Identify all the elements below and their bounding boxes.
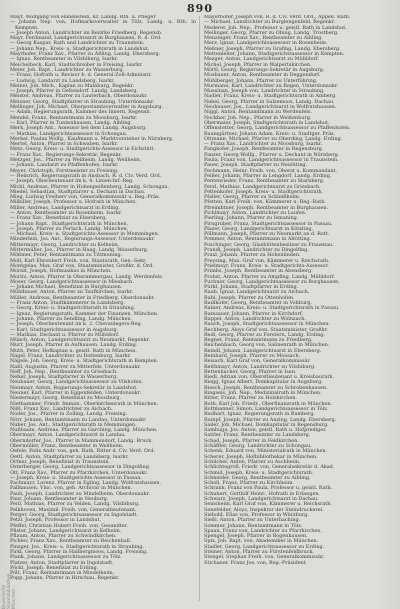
register-entry: — Georg Kaspar, Rath und Landrichter zu Traunstein. <box>10 40 145 47</box>
register-entry: Niedermayr, Georg, Benefiziat zu Moosburg. <box>10 395 122 402</box>
register-entry: Nägele, Joh. Georg, Kreis- u. Stadtgerichtsrath in Kempten. <box>10 358 159 365</box>
register-entry: Michl, Andreas, Pfarrer in Hohenpeißenberg, Landg. Schongau. <box>10 183 170 190</box>
register-entry: — Mathias, Dechant u. Pfarrer zu Mühldorf. <box>10 331 120 338</box>
register-entry: Muth, Peter, Hofkaplan u. geistl. Rath in München. <box>10 347 137 354</box>
register-entry: Baumgärtner, Johann Adam, Kreis- u. Stadtger. Präs. <box>204 130 336 137</box>
register-entry: Pfaller, Georg, Pfarrer zu Schleißheim. <box>204 194 301 201</box>
register-entry: Nißl, Franz Xav., Landrichter zu Aichach. <box>10 405 113 412</box>
register-entry: Panzer, Georg Wolfg., Pfarrer u. Dechant in Nürnberg. <box>204 151 340 158</box>
register-entry: Rudhart, Ignaz, Regierungsrath in Bamberg. <box>204 411 316 418</box>
register-entry: — Johann, Pfarrer zu Sendling, Landg. München. <box>10 315 133 322</box>
register-entry: Moralt, Joseph, Hofmusikus in München. <box>10 268 112 275</box>
register-entry: Mieg, Ludwig Freiherr von, Generalkommissär u. Reg.-Präs. <box>10 194 161 201</box>
register-entry: Schubert, Gotthilf Heinr., Hofrath in Erlangen. <box>204 490 321 497</box>
register-entry: — Franz Anton, Stadtkämmerer in Landsberg. <box>10 300 125 307</box>
register-entry: Nagel, Franz, Landrichter zu Rottenburg, Isarkr. <box>10 353 132 359</box>
register-entry: — Heinrich, Regierungsrath in Ansbach, R. d. Civ. Verd. Ord. <box>10 172 162 179</box>
register-entry: Sommer, Johann, Rentamtmann in Tölz. <box>204 522 303 529</box>
register-entry: Mederer, Joh. Nep., Professor u. geistl. Rath in Landshut. <box>204 24 347 31</box>
register-entry: Schäffler, Georg, Landrichter zu Schongau. <box>204 443 312 450</box>
register-entry: Sailer, Joh. Michael, Domkapitular in Regensburg. <box>204 421 329 428</box>
register-entry: Pallhausen, Vinc. von, geh. Archivar in München. <box>10 485 133 492</box>
register-entry: Mühlberger, Johann, Pfarrer zu Unterföhring. <box>204 77 318 84</box>
register-entry: Sambuga, Jos. Anton, geistl. Rath u. Hofprediger. <box>204 427 327 434</box>
register-entry: Ott, Franz Xav., Pfarrer zu Pfarrkirchen, Unterdonaukr. <box>10 469 148 476</box>
register-entry: Meichelbeck, Karl, Stadtschreiber in Freising, Isarkr. <box>10 61 143 68</box>
register-entry: Rechberg, Aloys Graf von, Staatsminister, Großkr. <box>204 326 329 333</box>
register-entry: Mertel, Anton, Pfarrer in Schwaben, Isarkr. <box>10 141 119 148</box>
register-entry: Pirngruber, Franz, Stadtgerichtsassessor in Passau. <box>204 220 333 227</box>
register-entry: Stengel, Stephan Freih. von, Generalkommissär. <box>204 554 325 561</box>
register-entry: Pfister, Johann, Landgerichtsarzt in Kelheim. <box>10 527 122 534</box>
register-entry: Mayrhofer, Franz Xav., Pfarrer zu Aßling. Landg. Ebersberg. <box>10 51 161 58</box>
register-entry: Mezger, Anton, Landgerichtsarzt zu Mühldorf. <box>204 56 320 63</box>
register-entry: Milbiller, Joseph, Professor u. Hofrath in München. <box>10 199 137 206</box>
register-entry: Nebel, Georg, Pfarrer in Sulzemoos, Landg. Dachau. <box>204 98 335 105</box>
register-entry: Pelkhoven, Maximil. Freih. von, Generallieutenant. <box>10 506 137 513</box>
register-entry: Schrank, Franz von Paula, Professor u. geistl. Rath. <box>204 485 333 492</box>
register-entry: Plank, Johann, Landgerichtsassessor zu Tölz. <box>10 554 122 561</box>
register-entry: Mittermüller, Jos., Pfarrer in Haag, Landg. Wasserburg. <box>10 247 149 254</box>
register-entry: Meinel, Joh. Mich., Kaplan zu Mainburg, Regenkr. <box>10 82 135 89</box>
register-entry: Peitl, Mathias, Pfarrer zu Velden, Landg. Vilsbiburg. <box>10 501 140 508</box>
register-entry: — Ignaz, Rentbeamter in Vilsbiburg, Isarkr. <box>10 56 119 63</box>
register-entry: Rauch, Joseph, Stadtgerichtsassessor in München. <box>204 321 330 328</box>
register-entry: Pichlmayr, Anton, Landrichter zu Laufen. <box>204 209 307 216</box>
register-entry: Siebold, Elias von, Professor in Würzburg. <box>204 511 309 518</box>
register-entry: Mühlbauer, Anton, Pfarrer zu Taufkirchen, Isarkr. <box>10 289 134 296</box>
register-entry: Meyer, Christoph, Forstmeister zu Freising. <box>10 167 119 174</box>
register-entry: Popp, Johann, Pfarrer in Hirschau, Regenkr. <box>10 575 120 582</box>
register-entry: Reichenbach, Georg von, Salinenrath in München. <box>204 342 330 349</box>
register-entry: — Johann, Landarzt zu Pfaffenhofen, Isarkr. <box>10 162 119 169</box>
register-entry: Pauer, Joseph, Stadtpfarrer zu Neuötting. <box>204 162 308 169</box>
page-number: 890 <box>187 2 213 15</box>
register-entry: Primbs, Joseph, Rentbeamter in Abensberg. <box>204 268 313 275</box>
register-entry: Montgelas, Max. Graf von, Staatsminister, Großkr. d. Ord. <box>10 262 154 269</box>
register-entry: Mittermayr, Georg, Landrichter zu Kelheim. <box>10 241 120 248</box>
register-entry: Platzer, Anton, Stadtpfarrer in Ingolstadt. <box>10 559 114 566</box>
register-entry: Oettl, Anton, Stadtpfarrer zu Landsberg, Isarkr. <box>10 453 129 460</box>
register-entry: Spengel, Joseph, Pfarrer in Bogenhausen. <box>204 533 308 540</box>
register-entry: Oberndorfer, Jos., Pfarrer in Mammendorf, Landg. Bruck. <box>10 437 153 444</box>
register-entry: — Michael, Landrichter zu Burglengenfeld, Regenkr. <box>204 19 336 26</box>
register-entry: — Joseph, Pfarrer zu Perlach, Landg. München. <box>10 225 129 232</box>
register-entry: — Ludwig, Landarzt zu Landsberg, Isarkr. <box>10 77 115 84</box>
register-entry: — Joseph, Kreis- u. Stadtgerichts-Assessor in Passau. <box>10 474 143 481</box>
register-entry: Radlkofer, Georg, Rentbeamter in Vohburg. <box>204 300 313 307</box>
register-entry: Müller, Andreas, Rentbeamter in Friedberg, Oberdonaukr. <box>10 294 155 301</box>
register-entry: Mendel, Franz, Rentamtmann zu Moosburg, Isarkr. <box>10 114 138 121</box>
register-entry: Roth, Karl Joh. Friedr., Oberfinanzrath in München. <box>204 400 333 407</box>
register-entry: Senefelder, Aloys, Inspektor der Steindruckerei. <box>204 506 324 513</box>
register-entry: Merz, Ignaz, Landgerichtsassessor in Rosenheim. <box>204 40 328 47</box>
register-entry: Rottmanner, Simon, Landgerichtsassessor in Tölz. <box>204 405 329 412</box>
register-entry: — Karl, Stadtgerichtsassessor in Augsburg. <box>10 326 119 333</box>
register-entry: Obermaier, Joseph, Stadtgerichtsrath in Landshut. <box>204 119 330 126</box>
register-entry: Offenstetter, Georg, Landgerichtsassessor zu Pfaffenhofen. <box>204 125 351 132</box>
register-entry: Pölt, Franz, Rentamtmann in Mindelheim. <box>10 570 115 577</box>
register-entry: — Ignaz, Regierungsrath, Kammer der Finanzen, München. <box>10 310 159 317</box>
register-entry: Scholl, Franz, Pfarrer zu Kirchheim. <box>204 480 294 487</box>
register-entry: Neher, Joseph, Stadtpfarrer in Wasserburg. <box>10 374 118 381</box>
register-entry: Ramsauer, Johann, Pfarrer in Kirchdorf. <box>204 310 303 317</box>
register-entry: Pöllmann, Joseph, Pfarrer zu Neumarkt an d. Rott. <box>204 231 330 238</box>
register-entry: — Georg, Kreis- u. Stadtgerichtsrath in Straubing. <box>10 305 136 312</box>
register-entry: Nockher, Joh. Nep., Pfarrer in Weißenburg. <box>204 114 312 121</box>
register-entry: Riedl, Adrian von, Oberstlieutenant u. Kreisbaurath. <box>204 374 335 381</box>
register-entry: Neuner, Karl, Pfarrer in Eggenfelden, Unterdonaukr. <box>10 390 142 397</box>
register-entry: Prielmayr, Franz, Kreis- u. Stadtgerichts-Assessor. <box>204 262 329 269</box>
register-entry: Probst, Anton, Pfarrer zu Ampfing, Landg. Mühldorf. <box>204 273 336 280</box>
register-entry: Pauli, Joseph, Landrichter zu Mindelheim, Oberdonaukr. <box>10 490 150 497</box>
register-entry: Reinhard, Joseph, Pfarrer zu Moosach. <box>204 353 301 359</box>
register-entry: Rettenbacher, Georg, Pfarrer in Isen. <box>204 368 297 375</box>
register-entry: Schenk, Eduard von, Ministerialrath in München. <box>204 448 328 455</box>
register-entry: Mosbauer, Anton, Rentbeamter in Deggendorf. <box>204 72 321 79</box>
register-entry: — Joseph, Oberlieutenant im k. 2. Chevaulegers-Reg. <box>10 321 143 328</box>
register-entry: — Michael, Kreis- u. Stadtgerichts-Assessor in Memmingen. <box>10 231 160 238</box>
register-entry: Metzger, Jos., Pfarrer zu Weilheim, Landg. Weilheim. <box>10 157 142 164</box>
register-entry: Mörtl, Georg, Regierungs-Sekretär in Augsburg. <box>204 66 325 73</box>
register-entry: Neumayr, Anton, Regierungs-Sekretär in Landshut. <box>10 384 138 391</box>
register-entry: Pirkl, Georg, Pfarrer in Hallbergmoos, Landg. Freising. <box>10 548 148 555</box>
register-entry: Schad, Joseph, Pfarrer in Feldkirchen. <box>204 437 299 444</box>
register-entry: — Johann Nep., Kreis- u. Stadtgerichtsrath in Landshut. <box>10 45 150 52</box>
register-entry: Pierling, Johann, Pfarrer zu Ismaning. <box>204 215 299 222</box>
register-entry: Miedel, Sebastian, Stadtpfarrer u. Dechant in Dachau. <box>10 188 146 195</box>
register-entry: Meixner, Georg, Stadtpfarrer in Straubing. Unterdonaukr. <box>10 98 155 105</box>
register-entry: Reindl, Johann, Landgerichtsarzt in Ebersberg. <box>204 347 322 354</box>
register-entry: Minderlein, Jos. Ant., Regierungs-Assessor, Unterdonaukr. <box>10 236 155 243</box>
register-entry: Steiner, Anton, Pfarrer zu Fürstenfeldbruck. <box>204 548 315 555</box>
register-entry: Pinzger, Jos., Kreis- u. Stadtgerichtsrath in Straubing. <box>10 543 145 550</box>
register-entry: Sattler, Franz, Rentbeamter zu Landsberg. <box>204 432 311 439</box>
register-entry: — Joseph Anton, Landrichter im Bezirke Friedberg. Regensb. <box>10 29 163 36</box>
register-entry: Ottmann, Michael, Pfarrer zu Oberding, Landg. Erding. <box>204 135 343 142</box>
column-divider <box>199 16 200 601</box>
register-entry: Spix, Joh. Bapt. von, Akademiker in München. <box>204 538 319 545</box>
register-entry: Nadler, Franz, Kreis- u. Stadtgerichtsrath in Amberg. <box>204 93 337 100</box>
register-entry: Mellinger, Joh. Michael, Oberpostamtsverwalter in Augsburg. <box>10 104 164 111</box>
register-entry: — Franz, Hofrath u. Revisor b. d. General-Zoll-Administr. <box>10 72 152 79</box>
register-entry: Pichler, Franz Xav., Rentbeamter zu Reichenhall. <box>10 538 132 545</box>
register-entry: Perzl, Mathias, Landgerichtsarzt zu Griesbach. <box>204 183 321 190</box>
register-entry: — Mathias, Landgerichtsassessor in Schongau. <box>10 130 128 137</box>
register-entry: — Franz Xav., Regierungs-Sekretär, Regenkr. <box>10 151 123 158</box>
register-entry: Rappel, Anton, Landrichter zu Wolnzach. <box>204 315 306 322</box>
register-entry: Niethammer, Friedr. Imman., Oberkirchenrath in München. <box>10 400 159 407</box>
register-entry: Neuhauser, Jos., Landgerichtsarzt in Wolfratshausen. <box>204 104 337 111</box>
register-entry: Obermüller, Franz, Rentbeamter in Weilheim. <box>10 443 124 450</box>
register-entry: Pettenkofer, Joseph, Kreis- u. Stadtgerichtsrath. <box>204 188 324 195</box>
register-entry: Nuber, Jos. Ant., Stadtgerichtsrath in Memmingen. <box>10 421 137 428</box>
register-entry: Prandl, Joseph, Landrichter zu Dingolfing. <box>204 247 309 254</box>
register-entry: Schlichtegroll, Friedr. von, Generalsekretär d. Akad. <box>204 464 335 471</box>
register-entry: — Johann Michael, Benefiziat in Burghausen. <box>10 284 123 291</box>
register-entry: Nußbaum, Andreas, Pfarrer zu Garching, Landg. München. <box>10 427 158 434</box>
register-entry: Meßner, Joseph, Pfarrer zu Grafing, Landg. Ebersberg. <box>204 45 341 52</box>
register-entry: Pfreimbtner, Joseph, Rentbeamter in Burghausen. <box>204 204 329 211</box>
register-entry: Michel, Joseph, Pfarrer in Walpertskirchen. <box>204 61 312 68</box>
register-entry: Mussinan, Joseph von, Landrichter in Straubing. <box>204 88 325 95</box>
register-entry: Menzinger, Franz Xav., Rentbeamter zu Aibling. <box>204 35 323 42</box>
register-entry: Praxl, Johann, Pfarrer zu Hohenlinden. <box>204 252 301 259</box>
register-entry: Mößmer, Peter, Rentamtmann zu Tittmoning. <box>10 252 123 259</box>
register-entry: — Franz Xav., Landrichter zu Moosburg, Isarkr. <box>204 141 323 148</box>
register-entry: Oefele, Felix Andr. von, geh. Rath, Ritter d. Civ. Verd. Ord. <box>10 448 155 455</box>
register-entry: Poschinger, Georg, Glashüttenbesitzer zu Frauenau. <box>204 241 334 248</box>
register-entry: Pachmayr, Lorenz, Pfarrer in Egling, Landg. Wolfratshausen. <box>10 480 162 487</box>
register-entry: Meilinger, Georg, Pfarrer zu Obing, Landg. Trostberg. <box>204 29 339 36</box>
register-entry: Niggl, Anton, Rentamtmann zu Werdenfels. <box>204 109 312 116</box>
register-entry: Preysing, Max. Graf von, Kämmerer u. Reichsrath. <box>204 257 330 264</box>
register-entry: Pechmann, Heinr. Freih. von, Oberst u. Kommandant. <box>204 167 338 174</box>
register-entry: Miller, Andreas, Landgerichtsarzt in Erding. <box>10 204 120 211</box>
register-entry: Perger, Georg, Stadtgerichtsassessor zu Ingolstadt. <box>10 511 138 518</box>
register-entry: Plazer, Georg, Landgerichtsarzt in Kötzting. <box>204 225 314 232</box>
register-entry: Mayerhofer, Joseph von, R. d. Civ. Verd. Ord., Appell. Rath. <box>204 15 351 20</box>
register-entry: Metz, Georg, Kreis- u. Stadtgerichts-Assessor in Eichstätt. <box>10 146 156 153</box>
register-entry: Mettenleiter, Johann, Stadtgerichtsassessor in Kempten. <box>204 51 345 58</box>
right-column <box>204 15 390 600</box>
register-entry: — Joseph, Oberlieutenant im k. 4. Linien-Inf.-Reg. <box>10 178 134 185</box>
register-entry: Spaun, Franz von, Landrichter zu Pfarrkirchen. <box>204 527 323 534</box>
register-entry: Moser, Georg, Landgerichtsassessor in Miesbach. <box>10 278 134 285</box>
register-entry: — Johann Bapt., Stadtgerichtsrath in München. <box>10 220 129 227</box>
register-entry: Paula, Franz von, Landgerichtsassessor in Traunstein. <box>204 157 339 164</box>
register-entry: — Karl, Pfarrer in Tuntenhausen, Landg. Aibling. <box>10 119 133 126</box>
library-stamp: Bayerische Staatsbibliothek München <box>2 573 17 609</box>
register-entry: Moritz, Anton, Pfarrer in Oberammergau, Landg. Werdenfels. <box>10 273 164 280</box>
register-entry: Moll, Karl Ehrenbert Freih. von, Staatsrath, Gen.-Sekr. <box>10 257 147 264</box>
register-entry: Obermayr, Anton, Landgerichtsarzt in Landau. <box>10 432 126 439</box>
left-column <box>10 15 196 600</box>
register-entry: Nörr, Johann, Rentamtmann zu Landau, Unterdonaukr. <box>10 416 147 423</box>
register-entry: Raab, Ignaz, Landgerichtsarzt zu Aichach. <box>204 289 310 296</box>
register-entry: Peißer, Johann, Pfarrer in Lengdorf, Landg. Erding. <box>204 172 332 179</box>
register-entry: — Franz Xav., Benefiziat zu Ebersberg. <box>10 215 107 222</box>
register-entry: Neubauer, Georg, Landgerichtsassessor zu Vilshofen. <box>10 379 143 386</box>
register-entry: Murr, Joseph, Pfarrer in Aufhausen, Landg. Erding. <box>10 342 138 349</box>
register-entry: — Anton, Rentbeamter zu Rosenheim, Isarkr. <box>10 209 123 216</box>
register-entry: Pfeffel, Christian Hubert Freih. von, Gesandter. <box>10 522 128 529</box>
register-entry: Murmann, Karl, Landrichter zu Regen, Unterdonaukr. <box>204 82 339 89</box>
register-entry: Paur, Johann, Rentbeamter in Neuburg. <box>10 496 109 503</box>
register-entry: Mayr, Wolfgang von Hallenstein, Kr. Landg. Rth. u. Pfleger. <box>10 15 157 20</box>
register-entry: Pentenrieder, Franz, Rentbeamter zu Starnberg. <box>204 178 325 185</box>
register-entry: Pürkl, Johann, Stadtpfarrer in Erding. <box>204 284 299 291</box>
register-entry: Rainer, Andreas, Kreis- u. Stadtgerichtsrath in Passau. <box>204 305 340 312</box>
register-entry: Reisach, Karl Graf von, Generalkommissär. <box>204 358 311 365</box>
register-entry: Schwarz, Joseph, Landgerichtsarzt in Dachau. <box>204 496 319 503</box>
register-entry: Pangkofer, Joseph, Rentbeamter in Regensburg. <box>204 146 324 153</box>
register-entry: Ritter, Franz, Pfarrer zu Holzkirchen. <box>204 395 297 402</box>
register-entry: Münch, Anton, Landgerichtsarzt zu Neumarkt, Regenkr. <box>10 337 150 344</box>
register-entry: Naßl, Augustin, Pfarrer zu Mitterfels, Unterdonaukr. <box>10 363 141 370</box>
register-entry: Pfetten, Karl Freih. von, Kämmerer u. Reg.-Rath. <box>204 199 326 206</box>
register-entry: Seinsheim, Karl Graf von, Kämmerer u. Reichsrath. <box>204 501 332 508</box>
register-entry: Rabl, Joseph, Pfarrer zu Ottenhofen. <box>204 294 295 301</box>
register-entry: Pöckl, Joseph, Benefiziat zu Erding. <box>10 564 99 571</box>
register-entry: Riesch, Joseph, Rentbeamter zu Schrobenhausen. <box>204 384 328 391</box>
register-entry: — Johann Nep. von, Hofmarksverwalter in Tölz, Landg. u. Rth. in Kempten. <box>10 19 196 31</box>
register-entry: Neff, Joh. Nep., Rentbeamter zu Griesbach. <box>10 368 118 375</box>
register-entry: Schmid, Joseph, Kreis- u. Stadtgerichtsrath. <box>204 469 314 476</box>
register-entry: Noder, Jos., Pfarrer in Zolling, Landg. Freising. <box>10 411 128 418</box>
register-entry: Stadler, Georg, Landgerichtsassessor zu Erding. <box>204 543 325 550</box>
register-entry: Mayr, Ferdinand, Landgerichtsarzt in Burghausen, R. d. Ord. <box>10 35 162 42</box>
register-entry: Pflaum, Anton, Pfarrer zu Schwindkirchen. <box>10 533 117 540</box>
register-entry: Scherer, Joseph, Hofbibliothekar in München. <box>204 453 318 460</box>
register-entry: Stichaner, Franz Jos. von, Reg.-Präsident. <box>204 559 308 566</box>
register-entry: Merk, Joseph Ant., Assessor bei dem Landg. Augsburg. <box>10 125 147 132</box>
register-entry: Meister, Andreas, Pfarrer zu Lauterbach, Oberdonaukr. <box>10 93 148 100</box>
register-entry: Reithmayr, Anton, Landrichter zu Vilsbiburg. <box>204 363 316 370</box>
register-entry: Ringseis, Joh. Nep., Medizinalrath in München. <box>204 390 322 397</box>
register-entry: Meier, Joh. Bapt., Landrichter zu Wasserburg. <box>10 66 125 73</box>
register-entry: Sießl, Anton, Pfarrer zu Unterhaching. <box>204 517 301 524</box>
register-entry: Schneider, Georg, Rentbeamter zu Aibling. <box>204 474 311 481</box>
register-entry: Redl, Georg, Pfarrer zu Forstern, Landg. Erding. <box>204 331 325 338</box>
register-entry: Puchner, Georg, Landgerichtsassessor zu Burghausen. <box>204 278 340 285</box>
register-entry: — Joseph, Pfarrer in Geltendorf. Landg. Landsberg. <box>10 88 139 95</box>
register-entry: — Adam, Regierungsrath, Kammer des Innern, Regensb. <box>10 109 152 116</box>
register-entry: Merkel, Paulus Wolfg., Kaufmann u. Marktvorsteher in Nürnberg. <box>10 135 174 142</box>
register-entry: Petzl, Joseph, Professor in Landshut. <box>10 517 102 524</box>
register-entry: Rumpf, Joseph, Pfarrer zu Anzing, Landg. Ebersberg. <box>204 416 337 423</box>
register-entry: Schilcher, Anton, Pfarrer zu Aschheim. <box>204 458 301 465</box>
register-entry: Regnet, Franz, Rentamtmann zu Friedberg. <box>204 337 313 344</box>
register-entry: Pommer, Anton, Rentamtmann in Altötting. <box>204 236 312 243</box>
register-entry: Ortner, Joseph, Benefiziat in Traunstein. <box>10 458 111 465</box>
register-entry: Osterberger, Georg, Landgerichtsassessor in Dingolfing. <box>10 464 151 471</box>
register-entry: Riegg, Ignaz Albert, Domkapitular in Augsburg. <box>204 379 323 386</box>
